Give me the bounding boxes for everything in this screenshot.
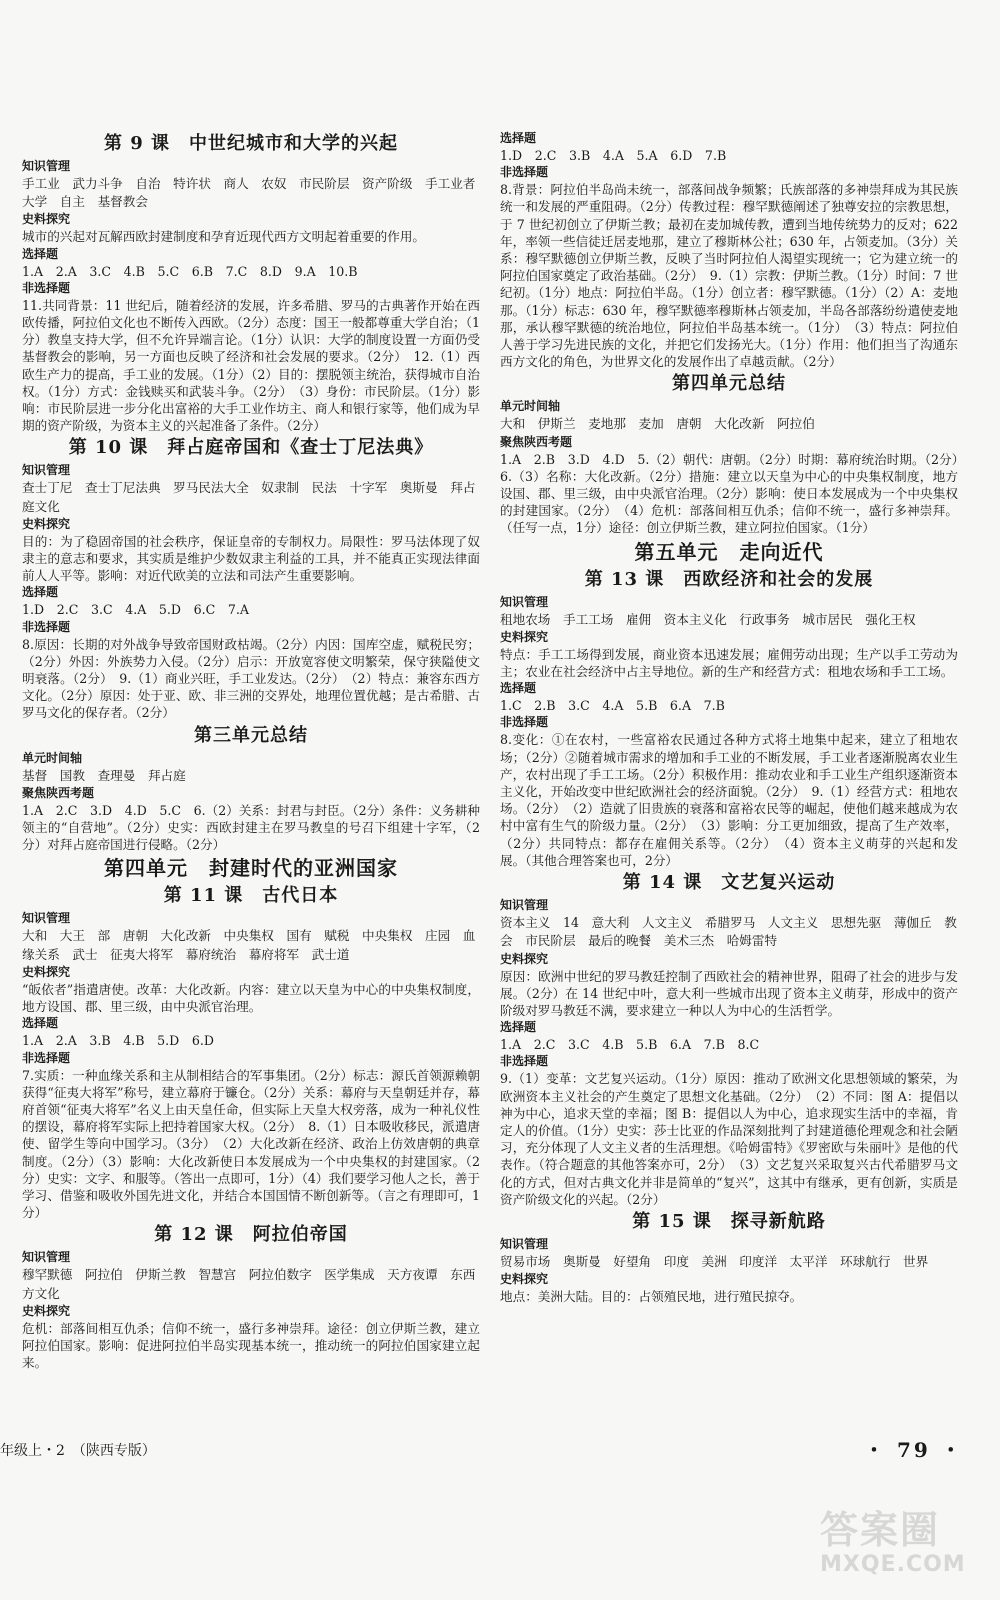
subsection-label: 史料探究 [22,516,71,531]
term-list: 手工业 武力斗争 自治 特许状 商人 农奴 市民阶层 资产阶级 手工业者 大学 自主 基督教会 [22,176,488,210]
answer-text: 9.（1）变革：文艺复兴运动。（1分）原因：推动了欧洲文化思想领域的繁荣，为欧洲资本主义社会的产生奠定了思想文化基础。（2分） （2）不同：图 A：提倡以神为中心，追求天堂的幸福；图 B：提倡以人为中心，追求现实生活中的幸福，肯定人的价值。（1分）史实：莎士比亚的作品深刻批判了封建道德伦理观念和社会陋习，充分体现了人文主义者的生活理想。《哈姆雷特》《罗密欧与朱丽叶》是他的代表作。（符合题意的其他答案亦可，2分） （3）文艺复兴采取复兴古代希腊罗马文化的方式，但对古典文化并非是简单的“复兴”，这其中有继承，更有创新，实质是资产阶级文化的兴起。（2分） [500,1071,958,1207]
subsection-label: 史料探究 [500,951,549,966]
term-list: 穆罕默德 阿拉伯 伊斯兰教 智慧宫 阿拉伯数字 医学集成 天方夜谭 东西方文化 [22,1267,476,1301]
term-list: 贸易市场 奥斯曼 好望角 印度 美洲 印度洋 太平洋 环球航行 世界 [500,1253,929,1269]
answer-text: 危机：部落间相互仇杀；信仰不统一，盛行多神崇拜。途径：创立伊斯兰教，建立阿拉伯国家。影响：促进阿拉伯半岛实现基本统一，推动统一的阿拉伯国家建立起来。 [22,1320,480,1371]
unit-title: 第五单元 走向近代 [634,539,824,564]
watermark-logo [820,1508,990,1588]
section-title: 第 15 课 探寻新航路 [632,1210,826,1232]
subsection-label: 知识管理 [22,911,71,926]
subsection-label: 非选择题 [22,280,71,295]
section-title: 第 9 课 中世纪城市和大学的兴起 [103,133,399,154]
subsection-label: 非选择题 [22,1050,71,1065]
section-title: 第 14 课 文艺复兴运动 [622,872,836,894]
section-title: 第 10 课 拜占庭帝国和《查士丁尼法典》 [68,437,434,459]
subsection-label: 非选择题 [500,1054,549,1069]
term-list: 基督 国教 查理曼 拜占庭 [22,767,186,783]
subsection-label: 非选择题 [500,165,549,180]
subsection-label: 史料探究 [22,212,71,227]
answer-text: 目的：为了稳固帝国的社会秩序，保证皇帝的专制权力。局限性：罗马法体现了奴隶主的意志和要求，其实质是维护少数奴隶主利益的工具，并不能真正实现法律面前人人平等。影响：对近代欧美的立法和司法产生重要影响。 [22,533,480,584]
answer-text: 1.C 2.B 3.C 4.A 5.B 6.A 7.B [500,698,725,714]
subsection-label: 史料探究 [22,964,71,979]
subsection-label: 单元时间轴 [500,399,561,414]
answer-text: 城市的兴起对瓦解西欧封建制度和孕育近现代西方文明起着重要的作用。 [22,229,425,245]
subsection-label: 史料探究 [500,1272,549,1287]
subsection-label: 选择题 [22,585,59,600]
answer-text: 8.变化：①在农村，一些富裕农民通过各种方式将土地集中起来，建立了租地农场；（2分）②随着城市需求的增加和手工业的不断发展，手工业者逐渐脱离农业生产，农村出现了手工工场。（2分）积极作用：推动农业和手工业生产组织逐渐资本主义化，开始改变中世纪欧洲社会的经济面貌。（2分） 9.（1）经营方式：租地农场。（2分） （2）造就了旧贵族的衰落和富裕农民等的崛起，使他们越来越成为农村中富有生气的阶级力量。（2分） （3）影响：分工更加细致，提高了生产效率，（2分）共同特点：都存在雇佣关系等。（2分） （4）资本主义萌芽的兴起和发展。（其他合理答案也可，2分） [500,732,958,868]
subsection-label: 选择题 [500,681,537,696]
page-number: ・ 79 ・ [864,1438,964,1462]
answer-text: “皈依者”指遣唐使。改革：大化改新。内容：建立以天皇为中心的中央集权制度，地方设国、郡、里三级，由中央派官治理。 [22,981,480,1015]
term-list: 查士丁尼 查士丁尼法典 罗马民法大全 奴隶制 民法 十字军 奥斯曼 拜占庭文化 [22,480,476,514]
subsection-label: 史料探究 [500,629,549,644]
subsection-label: 非选择题 [500,715,549,730]
answer-text: 1.D 2.C 3.C 4.A 5.D 6.C 7.A [22,602,249,618]
left-column [22,130,488,1371]
subsection-label: 选择题 [22,1016,59,1031]
watermark-text: 答案圈 [820,1507,941,1552]
subsection-label: 史料探究 [22,1303,71,1318]
answer-text: 原因：欧洲中世纪的罗马教廷控制了西欧社会的精神世界，阻碍了社会的进步与发展。（2分）在 14 世纪中叶，意大利一些城市出现了资本主义萌芽，形成中的资产阶级对罗马教廷不满，要求建立一种以人为中心的生活哲学。 [500,968,958,1018]
subsection-label: 知识管理 [500,1236,549,1251]
section-title: 第四单元总结 [672,373,786,395]
section-title: 第 13 课 西欧经济和社会的发展 [584,568,874,590]
answer-text: 8.原因：长期的对外战争导致帝国财政枯竭。（2分）内因：国库空虚，赋税民穷；（2分）外因：外族势力入侵。（2分）启示：开放宽容使文明繁荣，保守狭隘使文明衰落。（2分） 9.（1）商业兴旺，手工业发达。（2分） （2）特点：兼容东西方文化。（2分）原因：处于亚、欧、非三洲的交界处，地理位置优越；是古希腊、古罗马文化的保存者。（2分） [22,636,480,721]
answer-text: 11.共同背景：11 世纪后，随着经济的发展，许多希腊、罗马的古典著作开始在西欧传播，阿拉伯文化也不断传入西欧。（2分）态度：国王一般都尊重大学自治；（1分）教皇支持大学，但不允许异端言论。（1分）认识：大学的制度设置一方面仍受基督教会的影响，另一方面也反映了经济和社会发展的要求。（2分） 12.（1）西欧生产力的提高，手工业的发展。（1分）（2）目的：摆脱领主统治，获得城市自治权。（1分）方式：金钱赎买和武装斗争。（2分） （3）身份：市民阶层。（1分）影响：市民阶层进一步分化出富裕的大手工业作坊主、商人和银行家等，他们成为早期的资产阶级，为资本主义的兴起准备了条件。（2分） [22,297,480,434]
term-list: 大和 伊斯兰 麦地那 麦加 唐朝 大化改新 阿拉伯 [500,416,815,432]
subsection-label: 聚焦陕西考题 [500,434,573,449]
subsection-label: 聚焦陕西考题 [22,785,95,800]
subsection-label: 知识管理 [22,159,71,173]
answer-text: 7.实质：一种血缘关系和主从制相结合的军事集团。（2分）标志：源氏首领源赖朝获得“征夷大将军”称号，建立幕府于镰仓。（2分）关系：幕府与天皇朝廷并存，幕府首领“征夷大将军”名义上由天皇任命，但实际上天皇大权旁落，成为一种礼仪性的摆设，幕府将军实际上把持着国家大权。（2分） 8.（1）日本吸收移民，派遣唐使、留学生等向中国学习。（3分） （2）大化改新在经济、政治上仿效唐朝的典章制度。（2分）（3）影响：大化改新使日本发展成为一个中央集权的封建国家。（2分）史实：文字、和服等。（答出一点即可，1分）（4）我们要学习他人之长，善于学习、借鉴和吸收外国先进文化，并结合本国国情不断创新等。（言之有理即可，1分） [22,1067,480,1221]
watermark-url: MXQE.COM [820,1552,966,1577]
subsection-label: 知识管理 [500,594,549,609]
answer-text: 8.背景：阿拉伯半岛尚未统一，部落间战争频繁；氏族部落的多神崇拜成为其民族统一和发展的严重阻碍。（2分）传教过程：穆罕默德阐述了独尊安拉的宗教思想，于 7 世纪初创立了伊斯兰教；最初在麦加城传教，遭到当地传统势力的反对；622 年，率领一些信徒迁居麦地那，建立了穆斯林公社；630 年，占领麦加。（3分）关系：穆罕默德创立伊斯兰教，反映了当时阿拉伯人渴望实现统一；它为建立统一的阿拉伯国家奠定了政治基础。（2分） 9.（1）宗教：伊斯兰教。（1分）时间：7 世纪初。（1分）地点：阿拉伯半岛。（1分）创立者：穆罕默德。（1分）（2）A：麦地那。（1分）标志：630 年，穆罕默德率穆斯林占领麦加，半岛各部落纷纷遣使麦地那，承认穆罕默德的统治地位，阿拉伯半岛基本统一。（1分） （3）特点：阿拉伯人善于学习先进民族的文化，并把它们发扬光大。（1分）作用：他们担当了沟通东西方文化的角色，为世界文化的发展作出了卓越贡献。（2分） [500,182,958,370]
answer-text: 1.A 2.A 3.C 4.B 5.C 6.B 7.C 8.D 9.A 10.B [22,263,358,279]
answer-text: 地点：美洲大陆。目的：占领殖民地，进行殖民掠夺。 [500,1289,803,1305]
section-title: 第 11 课 古代日本 [163,885,339,907]
subsection-label: 选择题 [22,246,59,261]
section-title: 第 12 课 阿拉伯帝国 [154,1224,348,1246]
subsection-label: 知识管理 [500,898,549,913]
answer-text: 1.A 2.B 3.D 4.D 5.（2）朝代：唐朝。（2分）时期：幕府统治时期。（2分） 6.（3）名称：大化改新。（2分）措施：建立以天皇为中心的中央集权制度，地方设国、郡、里三级，由中央派官治理。（2分）影响：使日本发展成为一个中央集权的封建国家。（2分） （4）危机：部落间相互仇杀；信仰不统一，盛行多神崇拜。（任写一点，1分）途径：创立伊斯兰教，建立阿拉伯国家。（1分） [500,451,971,536]
term-list: 大和 大王 部 唐朝 大化改新 中央集权 国有 赋税 中央集权 庄园 血缘关系 武士 征夷大将军 幕府统治 幕府将军 武士道 [22,928,476,962]
subsection-label: 选择题 [500,1020,537,1035]
subsection-label: 单元时间轴 [22,750,83,765]
right-column [500,130,971,1305]
subsection-label: 选择题 [500,131,537,145]
answer-text: 特点：手工工场得到发展，商业资本迅速发展；雇佣劳动出现；生产以手工劳动为主；农业在社会经济中占主导地位。新的生产和经营方式：租地农场和手工工场。 [500,646,958,680]
answer-text: 1.A 2.C 3.C 4.B 5.B 6.A 7.B 8.C [500,1037,760,1053]
answer-text: 1.A 2.C 3.D 4.D 5.C 6.（2）关系：封君与封臣。（2分）条件：义务耕种领主的“自营地”。（2分）史实：西欧封建主在罗马教皇的号召下组建十字军，（2分）对拜占庭帝国进行侵略。（2分） [22,802,480,853]
subsection-label: 非选择题 [22,619,71,634]
subsection-label: 知识管理 [22,463,71,478]
section-title: 第三单元总结 [194,724,308,746]
term-list: 资本主义 14 意大利 人文主义 希腊罗马 人文主义 思想先驱 薄伽丘 教会 市民阶层 最后的晚餐 美术三杰 哈姆雷特 [500,915,957,949]
term-list: 租地农场 手工工场 雇佣 资本主义化 行政事务 城市居民 强化王权 [500,611,916,627]
subsection-label: 知识管理 [22,1250,71,1265]
footer-edition: 年级上・2 （陕西专版） [0,1443,156,1459]
unit-title: 第四单元 封建时代的亚洲国家 [104,856,398,881]
answer-text: 1.D 2.C 3.B 4.A 5.A 6.D 7.B [500,148,727,163]
answer-text: 1.A 2.A 3.B 4.B 5.D 6.D [22,1033,214,1049]
